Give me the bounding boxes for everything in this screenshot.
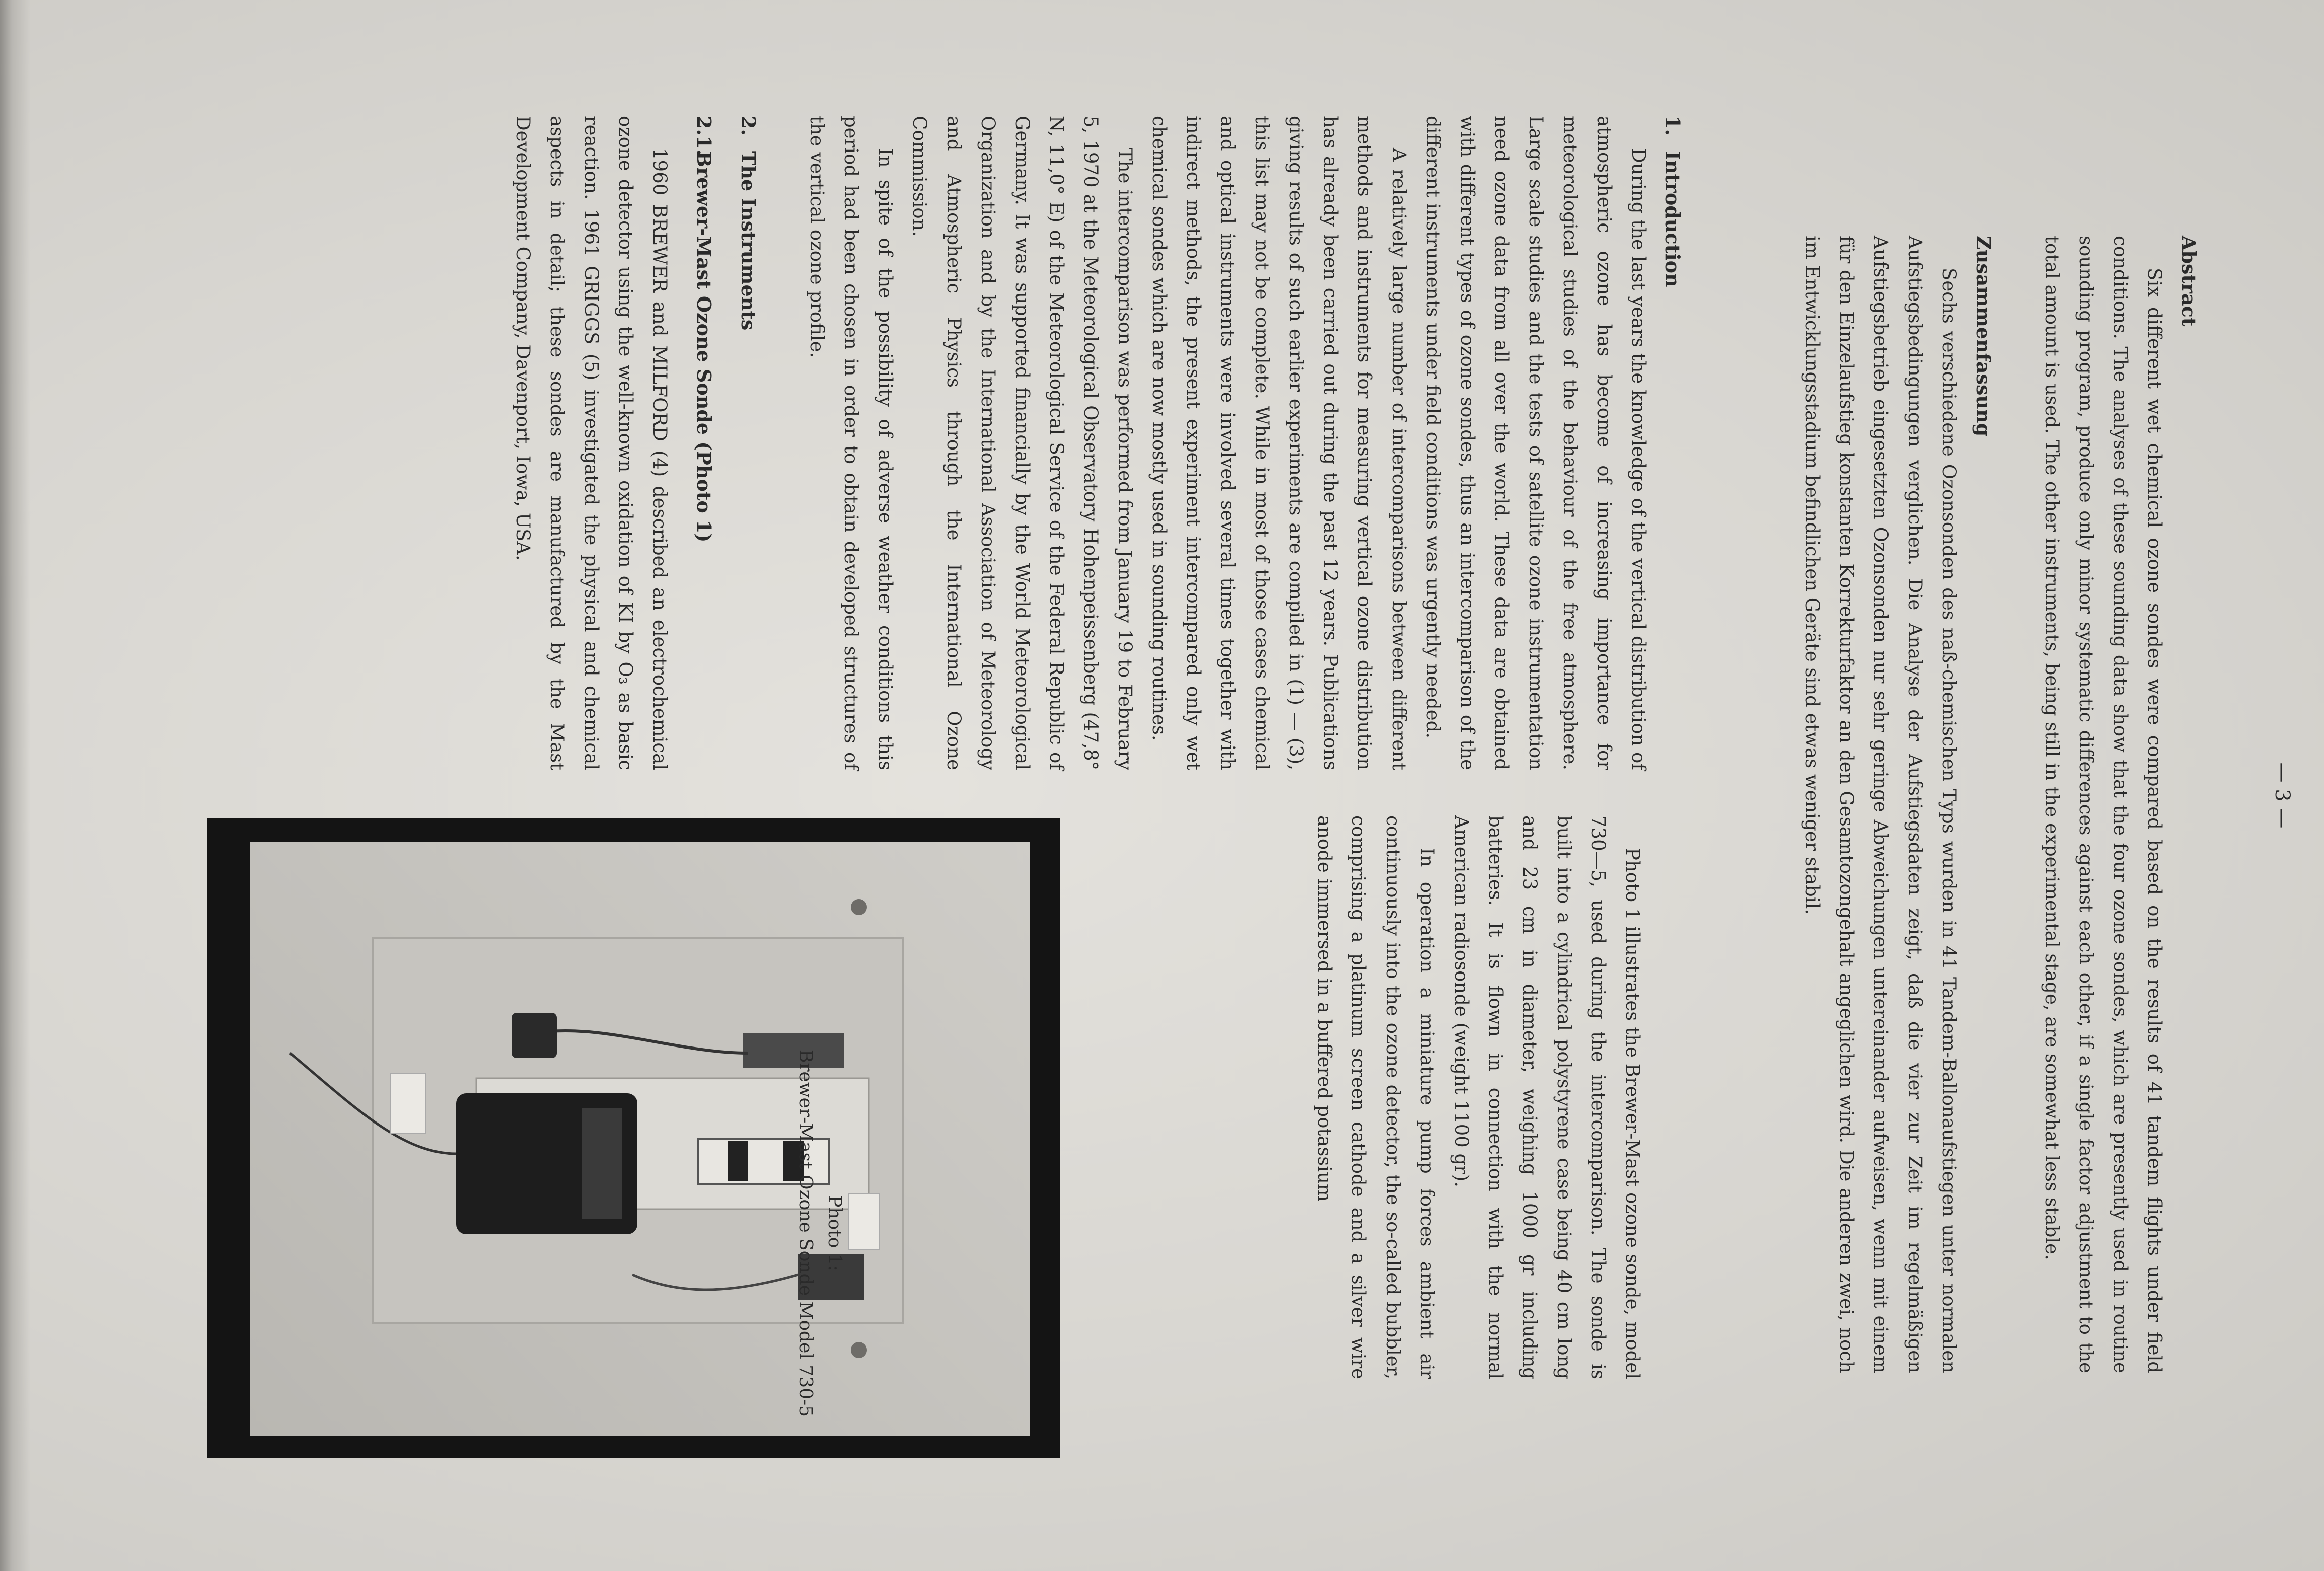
photo-mounting-board: [250, 842, 1030, 1436]
tape-piece: [391, 1073, 426, 1134]
section-1-number: 1.: [1661, 116, 1684, 136]
photo-caption-text: Brewer-Mast Ozone Sonde Model 730-5: [795, 1049, 816, 1417]
page-number: — 3 —: [2271, 762, 2294, 829]
photo-description-paragraph: Photo 1 illustrates the Brewer-Mast ozone sonde, model 730—5, used during the intercomparison. The sonde is built into a cylindrical polystyrene case being 40 cm long and 23 cm in diameter, weighing 1000 gr including batteries. It is flown in connection with the normal American radiosonde (weight 1100 gr).: [1450, 815, 1643, 1379]
section-1-title: Introduction: [1661, 151, 1684, 287]
section-2-1-number: 2.1.: [693, 116, 715, 156]
wire: [537, 1031, 748, 1053]
abstract-heading: Abstract: [2177, 236, 2200, 327]
section-1-heading: [1655, 116, 1690, 770]
wire: [632, 1275, 798, 1290]
zusammenfassung-heading: Zusammenfassung: [1972, 236, 1995, 437]
intro-paragraph: In spite of the possibility of adverse weather conditions this period had been chosen in order to obtain developed structures of the vertical ozone profile.: [806, 116, 896, 770]
ozone-sonde-drawing: [250, 842, 1030, 1436]
section-2-1-heading: [687, 116, 721, 770]
photo-1: [207, 818, 1060, 1458]
connector-plug: [512, 1013, 557, 1058]
intro-paragraph: The intercomparison was performed from January 19 to February 5, 1970 at the Meteorological Observatory Hohenpeissenberg (47,8° N, 11,0° E) of the Meteorological Service of the Federal Republic of Germany. It was supported financially by the World Meteorological Organization and by the International Association of Meteorology and Atmospheric Physics through the International Ozone Commission.: [909, 116, 1136, 770]
section-2-title: The Instruments: [737, 151, 760, 331]
tape-piece: [849, 1194, 879, 1249]
wire: [290, 1053, 456, 1154]
photo-description-paragraph: In operation a miniature pump forces ambient air continuously into the ozone detector, the so-called bubbler, comprising a platinum screen cathode and a silver wire anode immersed in a buffered potassium: [1314, 815, 1438, 1379]
section-2-1-title: Brewer-Mast Ozone Sonde (Photo 1): [693, 151, 715, 543]
left-column: [505, 116, 1690, 770]
abstract-section: [1795, 236, 2206, 1373]
right-column: [1307, 815, 1649, 1379]
photo-caption: [790, 956, 849, 1510]
mounting-hole: [851, 1342, 867, 1358]
bubbler-band: [728, 1141, 748, 1181]
section-2-number: 2.: [737, 116, 760, 136]
abstract-text: Six different wet chemical ozone sondes were compared based on the results of 41 tandem flights under field conditions. The analyses of these sounding data show that the four ozone sondes, which are presently used in routine sounding program, produce only minor systematic differences against each other, if a single factor adjustment to the total amount is used. The other instruments, being still in the experimental stage, are somewhat less stable.: [2041, 236, 2165, 1373]
intro-paragraph: During the last years the knowledge of the vertical distribution of atmospheric ozone has become of increasing importance for meteorological studies of the behaviour of the free atmosphere. Large scale studies and the tests of satellite ozone instrumentation need ozone data from all over the world. These data are obtained with different types of ozone sondes, thus an intercomparison of the different instruments under field conditions was urgently needed.: [1422, 116, 1649, 770]
pump-detail: [582, 1108, 622, 1219]
mounting-hole: [851, 899, 867, 915]
zusammenfassung-text: Sechs verschiedene Ozonsonden des naß-chemischen Typs wurden in 41 Tandem-Ballonaufstiegen unter normalen Aufstiegsbedingungen verglichen. Die Analyse der Aufstiegsdaten zeigt, daß die vier zur Zeit im regelmäßigen Aufstiegsbetrieb eingesetzten Ozonsonden nur sehr geringe Abweichungen untereinander aufweisen, wenn mit einem für den Einzelaufstieg konstanten Korrekturfaktor an den Gesamtozongehalt angeglichen wird. Die anderen zwei, noch im Entwicklungsstadium befindlichen Geräte sind etwas weniger stabil.: [1801, 236, 1960, 1373]
intro-paragraph: A relatively large number of intercomparisons between different methods and instruments for measuring vertical ozone distribution has already been carried out during the past 12 years. Publications giving results of such earlier experiments are compiled in (1) — (3), this list may not be complete. While in most of those cases chemical and optical instruments were involved several times together with indirect methods, the present experiment intercompared only wet chemical sondes which are now mostly used in sounding routines.: [1148, 116, 1410, 770]
photo-caption-label: Photo 1:: [824, 1195, 845, 1271]
section-2-heading: [731, 116, 765, 770]
section-2-1-paragraph: 1960 BREWER and MILFORD (4) described an electrochemical ozone detector using the well-known oxidation of KI by O₃ as basic reaction. 1961 GRIGGS (5) investigated the physical and chemical aspects in detail; these sondes are manufactured by the Mast Development Company, Davenport, Iowa, USA.: [512, 116, 671, 770]
